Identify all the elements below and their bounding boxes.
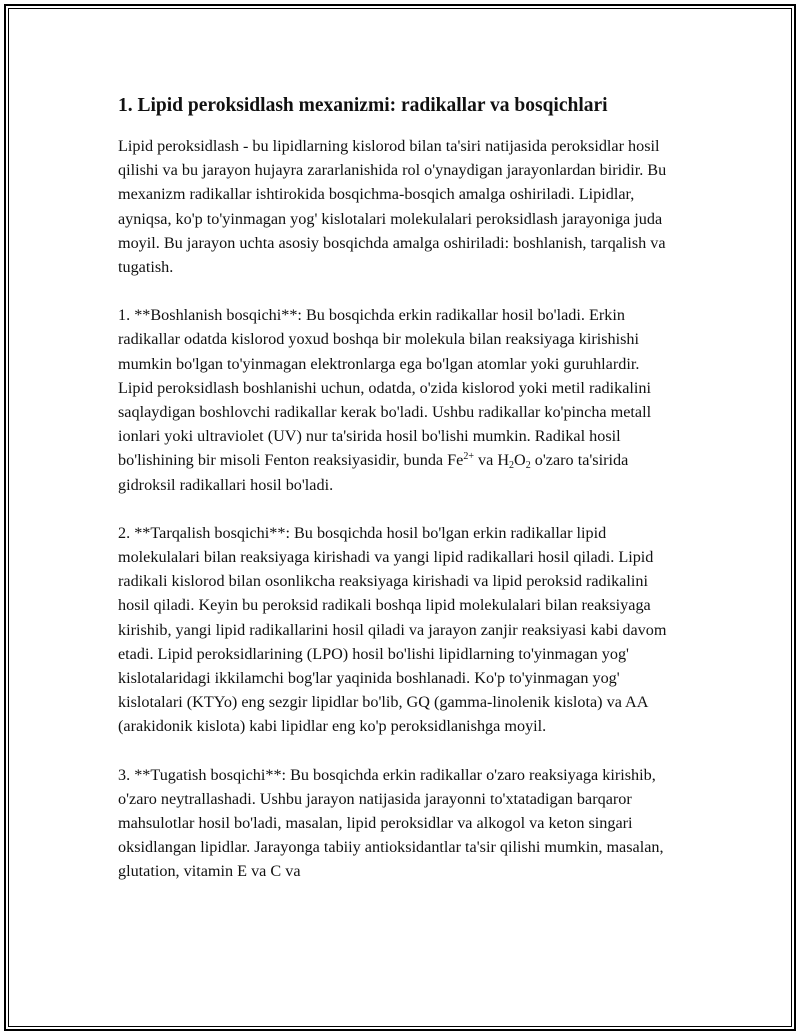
h-subscript: 2 <box>509 460 515 472</box>
intro-paragraph: Lipid peroksidlash - bu lipidlarning kislorod bilan ta'siri natijasida peroksidlar hosil qilishi va bu jarayon hujayra zararlanishida rol o'ynaydigan jarayonlardan biridir. Bu mexanizm radikallar ishtirokida bosqichma-bosqich amalga oshiriladi. Lipidlar, ayniqsa, ko'p to'yinmagan yog' kislotalari molekulalari peroksidlash jarayoniga juda moyil. Bu jarayon uchta asosiy bosqichda amalga oshiriladi: boshlanish, tarqalish va tugatish. <box>118 137 667 277</box>
fe-charge: 2+ <box>463 451 474 463</box>
step-1-mid-text: va H <box>473 451 510 470</box>
document-body <box>118 92 678 908</box>
step-1-paragraph <box>118 303 678 497</box>
section-title: 1. Lipid peroksidlash mexanizmi: radikallar va bosqichlari <box>118 95 608 116</box>
step-2-paragraph: 2. **Tarqalish bosqichi**: Bu bosqichda hosil bo'lgan erkin radikallar lipid molekulalari bilan reaksiyaga kirishadi va yangi lipid radikallari hosil qiladi. Lipid radikali kislorod bilan osonlikcha reaksiyaga kirishadi va lipid peroksid radikalini hosil qiladi. Keyin bu peroksid radikali boshqa lipid molekulalari bilan reaksiyaga kirishib, yangi lipid radikallarini hosil qiladi va jarayon zanjir reaksiyasi kabi davom etadi. Lipid peroksidlarining (LPO) hosil bo'lishi lipidlarning to'yinmagan yog' kislotalaridagi ikkilamchi bog'lar yaqinida boshlanadi. Ko'p to'yinmagan yog' kislotalari (KTYo) eng sezgir lipidlar bo'lib, GQ (gamma-linolenik kislota) va AA (arakidonik kislota) kabi lipidlar eng ko'p peroksidlanishga moyil. <box>118 523 667 736</box>
o-letter: O <box>514 451 526 470</box>
o-subscript: 2 <box>525 460 531 472</box>
step-3-paragraph: 3. **Tugatish bosqichi**: Bu bosqichda erkin radikallar o'zaro reaksiyaga kirishib, o'zaro neytrallashadi. Ushbu jarayon natijasida jarayonni to'xtatadigan barqaror mahsulotlar hosil bo'ladi, masalan, lipid peroksidlar va alkogol va keton singari oksidlangan lipidlar. Jarayonga tabiiy antioksidantlar ta'sir qilishi mumkin, masalan, glutation, vitamin E va C va <box>118 765 664 881</box>
step-1-text: 1. **Boshlanish bosqichi**: Bu bosqichda erkin radikallar hosil bo'ladi. Erkin radikallar odatda kislorod yoxud boshqa bir molekula bilan reaksiyaga kirishishi mumkin bo'lgan to'yinmagan elektronlarga ega bo'lgan atomlar yoki guruhlardir. Lipid peroksidlash boshlanishi uchun, odatda, o'zida kislorod yoki metil radikalini saqlaydigan boshlovchi radikallar kerak bo'ladi. Ushbu radikallar ko'pincha metall ionlari yoki ultraviolet (UV) nur ta'sirida hosil bo'lishi mumkin. Radikal hosil bo'lishining bir misoli Fenton reaksiyasidir, bunda Fe <box>118 306 652 470</box>
step-1-end-text: o'zaro ta'sirida gidroksil radikallari hosil bo'ladi. <box>118 451 629 494</box>
